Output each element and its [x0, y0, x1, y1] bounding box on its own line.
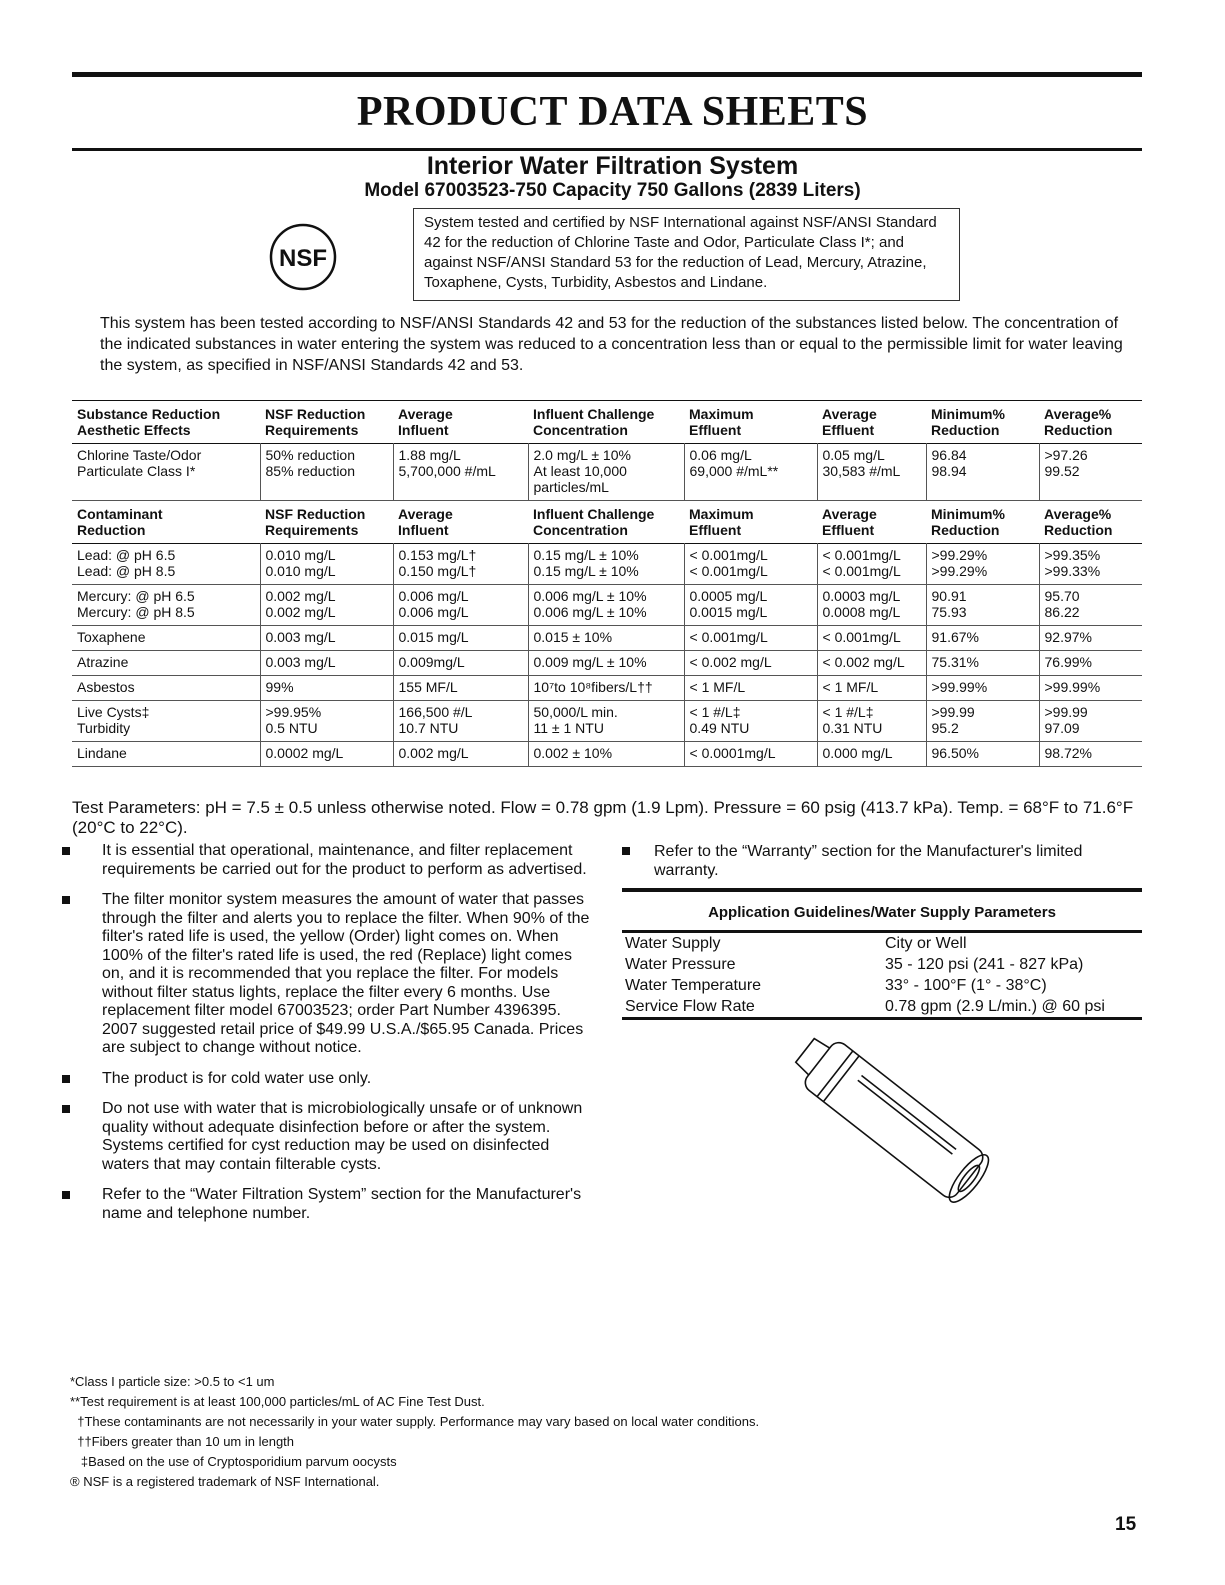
footnotes — [70, 1372, 1020, 1492]
footnote: *Class I particle size: >0.5 to <1 um — [70, 1374, 275, 1389]
app-guidelines-row — [622, 933, 1142, 954]
list-item: Refer to the “Warranty” section for the Manufacturer's limited warranty. — [622, 842, 1142, 880]
table-cell: Asbestos — [77, 679, 135, 695]
table-cell: NSF Reduction Requirements — [265, 406, 366, 438]
table-cell: >99.99 97.09 — [1039, 701, 1142, 742]
app-guidelines-row — [622, 975, 1142, 996]
table-cell: < 0.001mg/L — [817, 626, 926, 651]
intro-paragraph: This system has been tested according to NSF/ANSI Standards 42 and 53 for the reduction of the substances listed below. The concentration of the indicated substances in water entering the system was reduced to a concentration less than or equal to the permissible limit for water leaving the system, as specified in NSF/ANSI Standards 42 and 53. — [100, 315, 1123, 374]
table-cell: 50,000/L min. 11 ± 1 NTU — [528, 701, 684, 742]
table-cell: 99% — [260, 676, 393, 701]
table-row — [72, 544, 1142, 585]
bullet-icon — [62, 896, 70, 904]
table-cell: >99.99% — [926, 676, 1039, 701]
table-cell: Average% Reduction — [1044, 506, 1113, 538]
table-cell: Average Effluent — [822, 506, 877, 538]
table-cell: 0.153 mg/L† 0.150 mg/L† — [393, 544, 528, 585]
list-item: The product is for cold water use only. — [62, 1070, 592, 1089]
table-cell: Maximum Effluent — [689, 506, 754, 538]
table-row — [72, 585, 1142, 626]
list-item: The filter monitor system measures the amount of water that passes through the filter and alerts you to replace the filter. When 90% of the filter's rated life is used, the yellow (Order) light comes on. When 100% of the filter's rated life is used, the red (Replace) light comes on, and it is recommended that you replace the filter. For models without filter status lights, replace the filter every 6 months. Use replacement filter model 67003523; order Part Number 4396395. 2007 suggested retail price of $49.99 U.S.A./$65.95 Canada. Prices are subject to change without notice. — [62, 891, 592, 1058]
table-cell: 0.002 mg/L 0.002 mg/L — [260, 585, 393, 626]
table-cell: 96.50% — [926, 742, 1039, 767]
table-cell: 50% reduction 85% reduction — [260, 444, 393, 501]
table-cell: Average Influent — [398, 406, 453, 438]
footnote: **Test requirement is at least 100,000 particles/mL of AC Fine Test Dust. — [70, 1394, 485, 1409]
table-cell: >99.99% — [1039, 676, 1142, 701]
app-guidelines-row — [622, 954, 1142, 975]
table-cell: >97.26 99.52 — [1039, 444, 1142, 501]
table-cell: 2.0 mg/L ± 10% At least 10,000 particles/mL — [528, 444, 684, 501]
app-guidelines-bottom-rule — [622, 1017, 1142, 1020]
table-cell: < 0.0001mg/L — [684, 742, 817, 767]
table-cell: >99.99 95.2 — [926, 701, 1039, 742]
table-cell: < 1 #/L‡ 0.49 NTU — [684, 701, 817, 742]
table-cell: 75.31% — [926, 651, 1039, 676]
bullet-icon — [62, 1075, 70, 1083]
table-cell: 155 MF/L — [393, 676, 528, 701]
filter-cartridge-image — [770, 1022, 1020, 1222]
table-cell: >99.95% 0.5 NTU — [260, 701, 393, 742]
table-row — [72, 444, 1142, 501]
model-line: Model 67003523-750 Capacity 750 Gallons (2839 Liters) — [364, 180, 861, 201]
table-cell: < 1 MF/L — [817, 676, 926, 701]
page-title: PRODUCT DATA SHEETS — [356, 89, 869, 135]
table-cell: Minimum% Reduction — [931, 506, 1005, 538]
table-cell: Average Influent — [398, 506, 453, 538]
list-item: Do not use with water that is microbiologically unsafe or of unknown quality without adequate disinfection before or after the system. Systems certified for cyst reduction may be used on disinfected waters that may contain filterable cysts. — [62, 1100, 592, 1174]
application-guidelines — [622, 888, 1142, 1020]
subtitle: Interior Water Filtration System — [426, 152, 799, 180]
table-row — [72, 701, 1142, 742]
table-cell: >99.29% >99.29% — [926, 544, 1039, 585]
table-cell: 0.06 mg/L 69,000 #/mL** — [684, 444, 817, 501]
table-row — [72, 742, 1142, 767]
table-cell: < 1 MF/L — [684, 676, 817, 701]
parameter-value: City or Well — [885, 935, 967, 952]
parameter-value: 0.78 gpm (2.9 L/min.) @ 60 psi — [885, 998, 1105, 1015]
table-cell: Contaminant Reduction — [77, 506, 163, 538]
table-cell: 0.010 mg/L 0.010 mg/L — [260, 544, 393, 585]
list-item: It is essential that operational, maintenance, and filter replacement requirements be carried out for the product to perform as advertised. — [62, 842, 592, 879]
table-cell: 95.70 86.22 — [1039, 585, 1142, 626]
table-cell: Toxaphene — [77, 629, 146, 645]
certification-box: System tested and certified by NSF International against NSF/ANSI Standard 42 for the reduction of Chlorine Taste and Odor, Particulate Class I*; and against NSF/ANSI Standard 53 for the reduction of Lead, Mercury, Atrazine, Toxaphene, Cysts, Turbidity, Asbestos and Lindane. — [413, 208, 960, 301]
bullet-list-right — [622, 842, 1142, 892]
table-header-row — [72, 501, 1142, 544]
table-cell: Average Effluent — [822, 406, 877, 438]
table-cell: Live Cysts‡ Turbidity — [77, 704, 150, 736]
table-cell: 0.0005 mg/L 0.0015 mg/L — [684, 585, 817, 626]
table-cell: 0.000 mg/L — [817, 742, 926, 767]
table-cell: 0.15 mg/L ± 10% 0.15 mg/L ± 10% — [528, 544, 684, 585]
footnote: ® NSF is a registered trademark of NSF International. — [70, 1474, 380, 1489]
table-row — [72, 626, 1142, 651]
table-cell: 90.91 75.93 — [926, 585, 1039, 626]
footnote: ‡Based on the use of Cryptosporidium parvum oocysts — [70, 1454, 397, 1469]
table-cell: < 0.002 mg/L — [817, 651, 926, 676]
parameter-label: Water Temperature — [625, 977, 762, 994]
app-guidelines-title: Application Guidelines/Water Supply Parameters — [622, 888, 1142, 933]
table-cell: 0.009 mg/L ± 10% — [528, 651, 684, 676]
table-cell: < 0.001mg/L — [684, 626, 817, 651]
bullet-icon — [62, 847, 70, 855]
bullet-icon — [62, 1191, 70, 1199]
table-cell: >99.35% >99.33% — [1039, 544, 1142, 585]
bullet-list-left — [62, 842, 592, 1235]
table-cell: Lead: @ pH 6.5 Lead: @ pH 8.5 — [77, 547, 176, 579]
table-cell: Lindane — [77, 745, 127, 761]
table-cell: < 0.001mg/L < 0.001mg/L — [684, 544, 817, 585]
table-cell: Minimum% Reduction — [931, 406, 1005, 438]
table-cell: < 0.002 mg/L — [684, 651, 817, 676]
top-rule — [72, 72, 1142, 77]
table-cell: Chlorine Taste/Odor Particulate Class I* — [77, 447, 202, 479]
table-cell: 0.05 mg/L 30,583 #/mL — [817, 444, 926, 501]
footnote: †These contaminants are not necessarily in your water supply. Performance may vary based on local water conditions. — [70, 1414, 760, 1429]
title-rule — [72, 148, 1142, 151]
nsf-logo-icon — [268, 222, 338, 292]
table-cell: 0.002 mg/L — [393, 742, 528, 767]
table-cell: 0.006 mg/L ± 10% 0.006 mg/L ± 10% — [528, 585, 684, 626]
table-row — [72, 676, 1142, 701]
table-cell: Maximum Effluent — [689, 406, 754, 438]
table-cell: Influent Challenge Concentration — [533, 406, 655, 438]
parameter-label: Water Pressure — [625, 956, 736, 973]
table-cell: 166,500 #/L 10.7 NTU — [393, 701, 528, 742]
table-cell: 0.015 ± 10% — [528, 626, 684, 651]
parameter-label: Service Flow Rate — [625, 998, 755, 1015]
table-cell: Average% Reduction — [1044, 406, 1113, 438]
table-cell: 0.0003 mg/L 0.0008 mg/L — [817, 585, 926, 626]
nsf-logo-text: NSF — [279, 245, 327, 272]
table-cell: NSF Reduction Requirements — [265, 506, 366, 538]
table-cell: 76.99% — [1039, 651, 1142, 676]
table-cell: 1.88 mg/L 5,700,000 #/mL — [393, 444, 528, 501]
table-cell: 0.002 ± 10% — [528, 742, 684, 767]
table-cell: 0.0002 mg/L — [260, 742, 393, 767]
parameter-label: Water Supply — [625, 935, 721, 952]
table-header-row — [72, 401, 1142, 444]
table-cell: 92.97% — [1039, 626, 1142, 651]
app-guidelines-row — [622, 996, 1142, 1017]
table-cell: 0.015 mg/L — [393, 626, 528, 651]
parameter-value: 35 - 120 psi (241 - 827 kPa) — [885, 956, 1084, 973]
test-parameters: Test Parameters: pH = 7.5 ± 0.5 unless otherwise noted. Flow = 0.78 gpm (1.9 Lpm). Pressure = 60 psig (413.7 kPa). Temp. = 68°F to 71.6°F (20°C to 22°C). — [72, 798, 1134, 837]
page-number: 15 — [1115, 1514, 1137, 1535]
table-cell: < 0.001mg/L < 0.001mg/L — [817, 544, 926, 585]
table-cell: Atrazine — [77, 654, 129, 670]
bullet-icon — [62, 1105, 70, 1113]
footnote: ††Fibers greater than 10 um in length — [70, 1434, 295, 1449]
table-cell: Substance Reduction Aesthetic Effects — [77, 406, 221, 438]
table-cell: 98.72% — [1039, 742, 1142, 767]
list-item: Refer to the “Water Filtration System” section for the Manufacturer's name and telephone number. — [62, 1186, 592, 1223]
table-cell: 0.003 mg/L — [260, 626, 393, 651]
table-cell: 0.009mg/L — [393, 651, 528, 676]
table-cell: 91.67% — [926, 626, 1039, 651]
table-cell: 10⁷to 10⁸fibers/L†† — [528, 676, 684, 701]
bullet-icon — [622, 847, 630, 855]
table-cell: 0.003 mg/L — [260, 651, 393, 676]
parameter-value: 33° - 100°F (1° - 38°C) — [885, 977, 1047, 994]
reduction-table — [72, 400, 1142, 767]
table-cell: 0.006 mg/L 0.006 mg/L — [393, 585, 528, 626]
table-row — [72, 651, 1142, 676]
table-cell: 96.84 98.94 — [926, 444, 1039, 501]
table-cell: Mercury: @ pH 6.5 Mercury: @ pH 8.5 — [77, 588, 195, 620]
table-cell: Influent Challenge Concentration — [533, 506, 655, 538]
table-cell: < 1 #/L‡ 0.31 NTU — [817, 701, 926, 742]
